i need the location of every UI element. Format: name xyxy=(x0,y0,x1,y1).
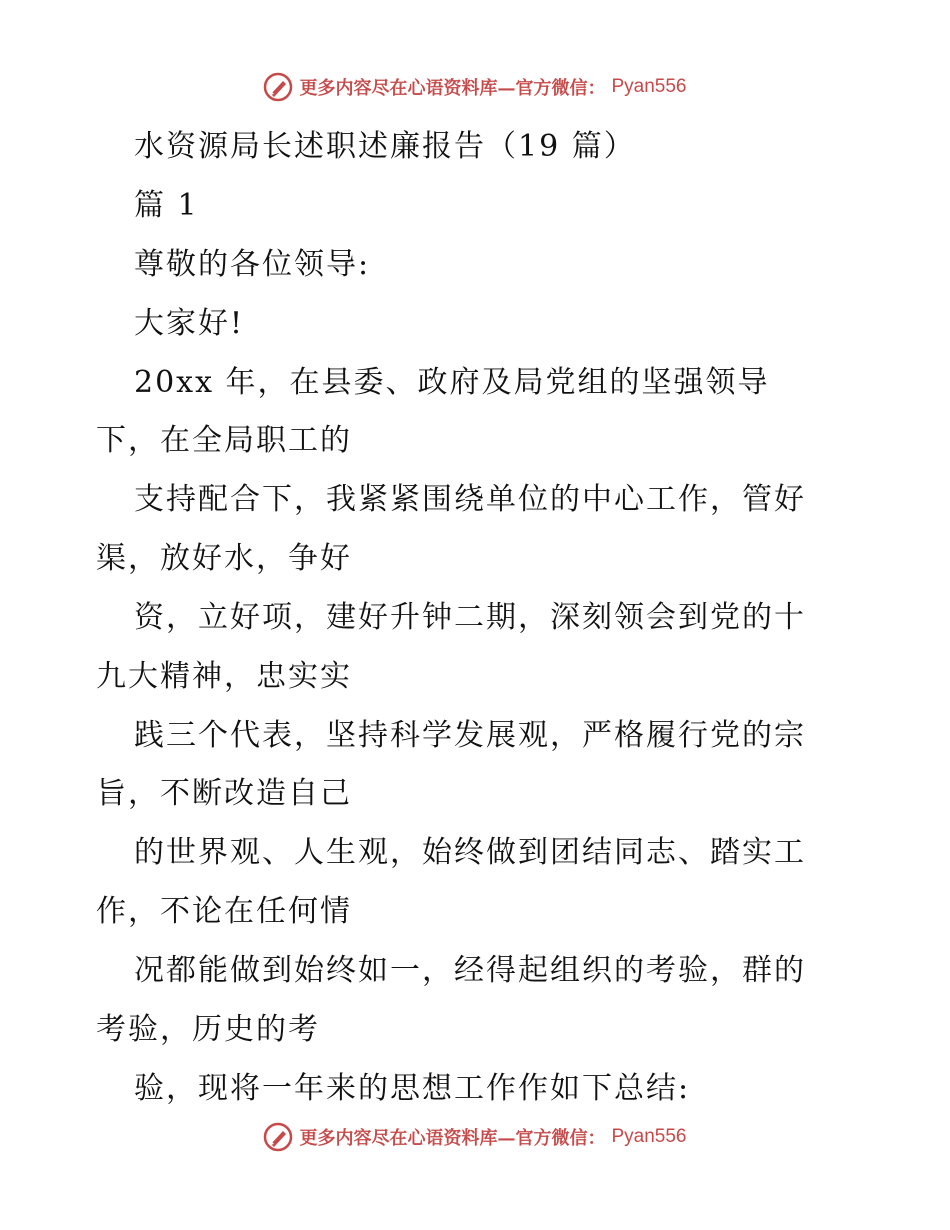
body-line: 下，在全局职工的 xyxy=(96,423,352,458)
body-line: 20xx 年，在县委、政府及局党组的坚强领导 xyxy=(134,365,770,400)
body-line: 况都能做到始终如一，经得起组织的考验，群的 xyxy=(134,953,806,988)
watermark-wechat-id: Pyan556 xyxy=(611,1126,687,1147)
pen-logo-icon xyxy=(263,1122,293,1152)
body-line: 九大精神，忠实实 xyxy=(96,659,352,694)
greeting-line: 尊敬的各位领导: xyxy=(134,247,371,282)
watermark-text: 更多内容尽在心语资料库—官方微信： xyxy=(299,78,606,99)
watermark-wechat-id: Pyan556 xyxy=(611,76,687,97)
body-line: 考验，历史的考 xyxy=(96,1012,320,1047)
body-line: 旨，不断改造自己 xyxy=(96,776,352,811)
watermark-header xyxy=(0,72,950,102)
pen-logo-icon xyxy=(263,72,293,102)
body-line: 践三个代表，坚持科学发展观，严格履行党的宗 xyxy=(134,718,806,753)
hello-line: 大家好! xyxy=(134,306,245,341)
body-line: 验，现将一年来的思想工作作如下总结: xyxy=(134,1071,691,1106)
body-line: 作，不论在任何情 xyxy=(96,894,352,929)
watermark-text: 更多内容尽在心语资料库—官方微信： xyxy=(299,1128,606,1149)
body-line: 的世界观、人生观，始终做到团结同志、踏实工 xyxy=(134,835,806,870)
section-heading: 篇 1 xyxy=(134,188,199,223)
watermark-footer xyxy=(0,1122,950,1152)
body-line: 资，立好项，建好升钟二期，深刻领会到党的十 xyxy=(134,600,806,635)
document-title: 水资源局长述职述廉报告（19 篇） xyxy=(134,129,636,164)
body-line: 支持配合下，我紧紧围绕单位的中心工作，管好 xyxy=(134,482,806,517)
body-line: 渠，放好水，争好 xyxy=(96,541,352,576)
